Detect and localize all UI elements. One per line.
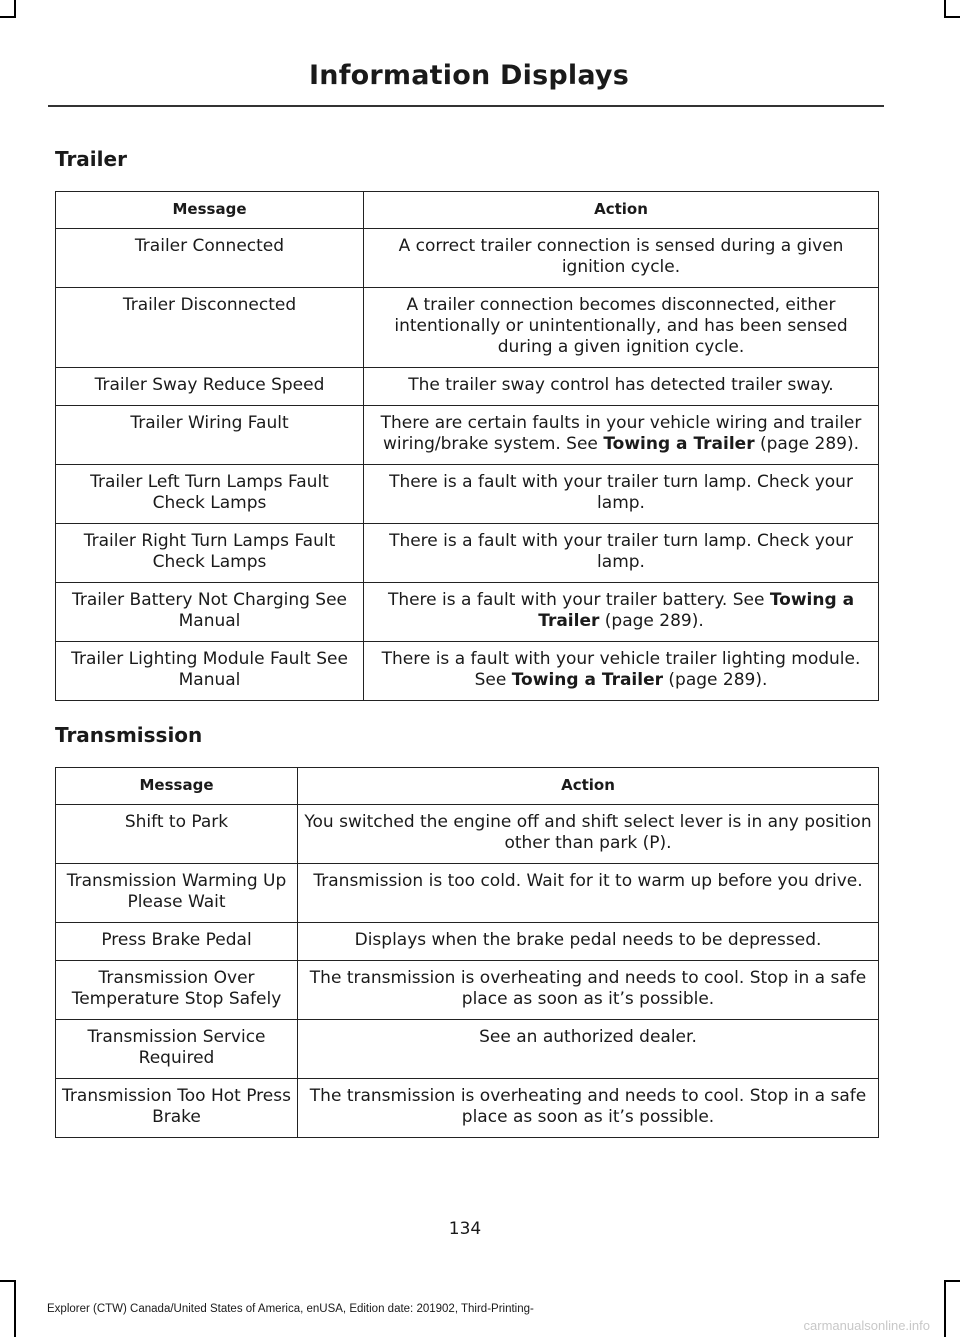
page-reference: (page 289). bbox=[754, 434, 859, 454]
table-row bbox=[56, 864, 879, 923]
message-cell: Trailer Right Turn Lamps Fault Check Lamps bbox=[56, 524, 364, 583]
table-row bbox=[56, 805, 879, 864]
message-cell: Trailer Battery Not Charging See Manual bbox=[56, 583, 364, 642]
action-cell: There is a fault with your trailer turn lamp. Check your lamp. bbox=[364, 524, 879, 583]
table-row bbox=[56, 368, 879, 406]
action-cell: Displays when the brake pedal needs to be depressed. bbox=[298, 923, 879, 961]
table-row bbox=[56, 1020, 879, 1079]
crop-mark bbox=[944, 1280, 946, 1337]
column-header-message: Message bbox=[56, 192, 364, 229]
page-number: 134 bbox=[448, 1219, 482, 1239]
column-header-action: Action bbox=[364, 192, 879, 229]
crop-mark bbox=[944, 16, 960, 18]
message-cell: Trailer Left Turn Lamps Fault Check Lamps bbox=[56, 465, 364, 524]
message-cell: Transmission Warming Up Please Wait bbox=[56, 864, 298, 923]
watermark-text: carmanualsonline.info bbox=[803, 1318, 930, 1333]
action-cell: A correct trailer connection is sensed during a given ignition cycle. bbox=[364, 229, 879, 288]
header-divider bbox=[48, 105, 884, 107]
table-row bbox=[56, 1079, 879, 1138]
message-cell: Trailer Lighting Module Fault See Manual bbox=[56, 642, 364, 701]
table-row bbox=[56, 923, 879, 961]
action-cell: A trailer connection becomes disconnected, either intentionally or unintentionally, and has been sensed during a given ignition cycle. bbox=[364, 288, 879, 368]
table-row bbox=[56, 583, 879, 642]
message-cell: Transmission Too Hot Press Brake bbox=[56, 1079, 298, 1138]
column-header-action: Action bbox=[298, 768, 879, 805]
action-text: There is a fault with your trailer battery. See bbox=[387, 590, 765, 610]
message-cell: Press Brake Pedal bbox=[56, 923, 298, 961]
table-row bbox=[56, 288, 879, 368]
transmission-table bbox=[55, 767, 879, 1138]
crop-mark bbox=[944, 1280, 960, 1282]
action-cell: The transmission is overheating and needs to cool. Stop in a safe place as soon as it’s possible. bbox=[298, 1079, 879, 1138]
action-cell: The trailer sway control has detected trailer sway. bbox=[364, 368, 879, 406]
action-cell: See an authorized dealer. bbox=[298, 1020, 879, 1079]
trailer-table bbox=[55, 191, 879, 701]
table-row bbox=[56, 524, 879, 583]
message-cell: Transmission Service Required bbox=[56, 1020, 298, 1079]
crop-mark bbox=[0, 1280, 16, 1282]
footer-edition-info: Explorer (CTW) Canada/United States of America, enUSA, Edition date: 201902, Third-Printing- bbox=[47, 1303, 534, 1315]
section-title-trailer: Trailer bbox=[55, 147, 127, 171]
page-header-title: Information Displays bbox=[309, 60, 629, 91]
action-cell: Transmission is too cold. Wait for it to warm up before you drive. bbox=[298, 864, 879, 923]
action-cell: You switched the engine off and shift select lever is in any position other than park (P). bbox=[298, 805, 879, 864]
crop-mark bbox=[0, 16, 16, 18]
table-row bbox=[56, 961, 879, 1020]
message-cell: Trailer Disconnected bbox=[56, 288, 364, 368]
table-row bbox=[56, 406, 879, 465]
message-cell: Trailer Connected bbox=[56, 229, 364, 288]
table-row bbox=[56, 642, 879, 701]
section-title-transmission: Transmission bbox=[55, 723, 203, 747]
action-cell bbox=[364, 406, 879, 465]
action-text: There are certain faults in your vehicle wiring and trailer wiring/brake system. See bbox=[380, 413, 862, 454]
message-cell: Shift to Park bbox=[56, 805, 298, 864]
cross-reference-link[interactable]: Towing a Trailer bbox=[511, 670, 664, 690]
message-cell: Trailer Wiring Fault bbox=[56, 406, 364, 465]
action-cell: The transmission is overheating and needs to cool. Stop in a safe place as soon as it’s possible. bbox=[298, 961, 879, 1020]
table-row bbox=[56, 229, 879, 288]
page-reference: (page 289). bbox=[663, 670, 768, 690]
column-header-message: Message bbox=[56, 768, 298, 805]
table-header-row bbox=[56, 768, 879, 805]
cross-reference-link[interactable]: Towing a Trailer bbox=[538, 590, 855, 631]
message-cell: Trailer Sway Reduce Speed bbox=[56, 368, 364, 406]
cross-reference-link[interactable]: Towing a Trailer bbox=[603, 434, 755, 454]
table-row bbox=[56, 465, 879, 524]
message-cell: Transmission Over Temperature Stop Safely bbox=[56, 961, 298, 1020]
action-cell bbox=[364, 583, 879, 642]
action-cell bbox=[364, 642, 879, 701]
page-reference: (page 289). bbox=[599, 611, 704, 631]
table-header-row bbox=[56, 192, 879, 229]
action-cell: There is a fault with your trailer turn lamp. Check your lamp. bbox=[364, 465, 879, 524]
action-text: There is a fault with your vehicle trailer lighting module. See bbox=[381, 649, 861, 690]
crop-mark bbox=[14, 1280, 16, 1337]
